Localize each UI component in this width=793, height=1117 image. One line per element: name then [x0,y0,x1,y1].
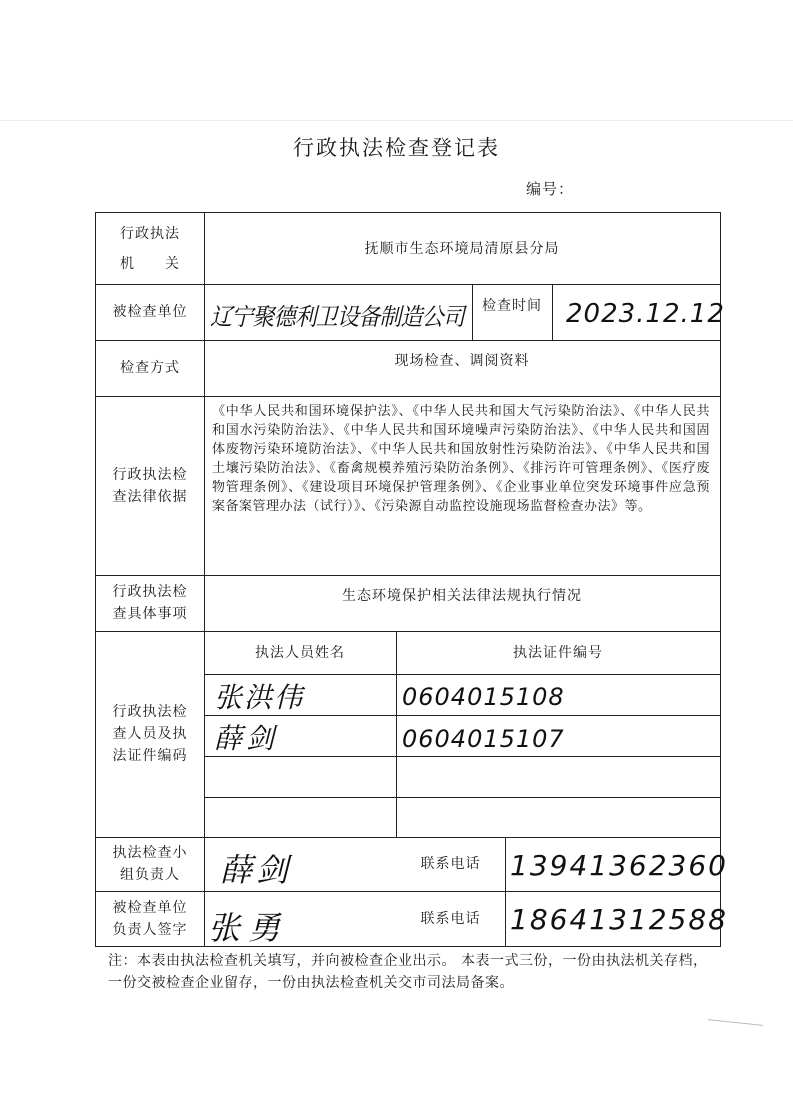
responsible-label-line1: 被检查单位 [112,899,188,916]
registration-form-table [95,212,728,947]
legal-basis-label-line2: 查法律依据 [112,488,188,505]
responsible-signature: 张勇 [208,909,289,947]
serial-number-label: 编号： [526,180,575,198]
legal-basis-label-line1: 行政执法检 [112,466,188,483]
legal-basis-text: 《中华人民共和国环境保护法》、《中华人民共和国大气污染防治法》、《中华人民共和国水污染防治法》、《中华人民共和国环境噪声污染防治法》、《中华人民共和国固体废物污染环境防治法》、《中华人民共和国放射性污染防治法》、《中华人民共和国土壤污染防治法》、《畜禽规模养殖污染防治条例》、《排污许可管理条例》、《医疗废物管理条例》、《建设项目环境保护管理条例》、《企业事业单位突发环境事件应急预案备案管理办法（试行）》、《污染源自动监控设施现场监督检查办法》等。 [212,404,710,514]
scan-mark [708,1019,763,1026]
responsible-label-line2: 负责人签字 [112,921,188,938]
leader-label-line2: 组负责人 [120,867,180,883]
scan-fold-line [0,120,793,121]
agency-label-line1: 行政执法 [120,225,180,242]
agency-label-line2: 机 关 [120,255,180,272]
inspected-unit-label: 被检查单位 [112,304,188,320]
responsible-phone-label: 联系电话 [420,910,481,927]
matters-label [96,575,204,631]
method-label: 检查方式 [120,360,180,376]
personnel-label-line1: 行政执法检 [112,704,188,720]
personnel-name-header: 执法人员姓名 [255,644,345,661]
personnel-label-line2: 查人员及执 [112,726,188,742]
matters-value: 生态环境保护相关法律法规执行情况 [342,588,582,604]
leader-label-line1: 执法检查小 [112,845,188,861]
column-divider [552,284,553,340]
leader-label [96,837,204,891]
responsible-phone-handwriting: 18641312588 [510,903,728,936]
matters-label-line2: 查具体事项 [112,606,188,622]
inspection-time-label: 检查时间 [482,298,542,314]
agency-value: 抚顺市生态环境局清原县分局 [364,240,560,257]
leader-phone-handwriting: 13941362360 [510,849,728,882]
agency-label [96,213,204,284]
footer-note: 注：本表由执法检查机关填写，并向被检查企业出示。 本表一式三份，一份由执法机关存档，一份交被检查企业留存，一份由执法检查机关交市司法局备案。 [108,953,708,991]
row-divider [204,756,720,757]
row-divider [204,674,720,675]
personnel-name-signature: 张洪伟 [214,681,305,714]
legal-basis-label [96,396,204,575]
leader-signature: 薛剑 [220,851,293,889]
personnel-label-line3: 法证件编码 [112,748,188,764]
personnel-cert-header: 执法证件编号 [513,644,603,661]
personnel-name-signature: 薛剑 [214,722,279,755]
personnel-cert-handwriting: 0604015107 [402,725,565,753]
responsible-label [96,891,204,946]
document-title: 行政执法检查登记表 [293,136,500,160]
method-value: 现场检查、调阅资料 [394,353,530,369]
matters-label-line1: 行政执法检 [112,584,188,600]
leader-phone-label: 联系电话 [420,856,481,872]
inspection-time-handwriting: 2023.12.12 [566,299,725,329]
personnel-label [96,631,204,837]
personnel-cert-handwriting: 0604015108 [402,683,565,711]
column-divider [505,837,506,946]
row-divider [204,797,720,798]
inspected-unit-handwriting: 辽宁聚德利卫设备制造公司 [210,303,464,331]
